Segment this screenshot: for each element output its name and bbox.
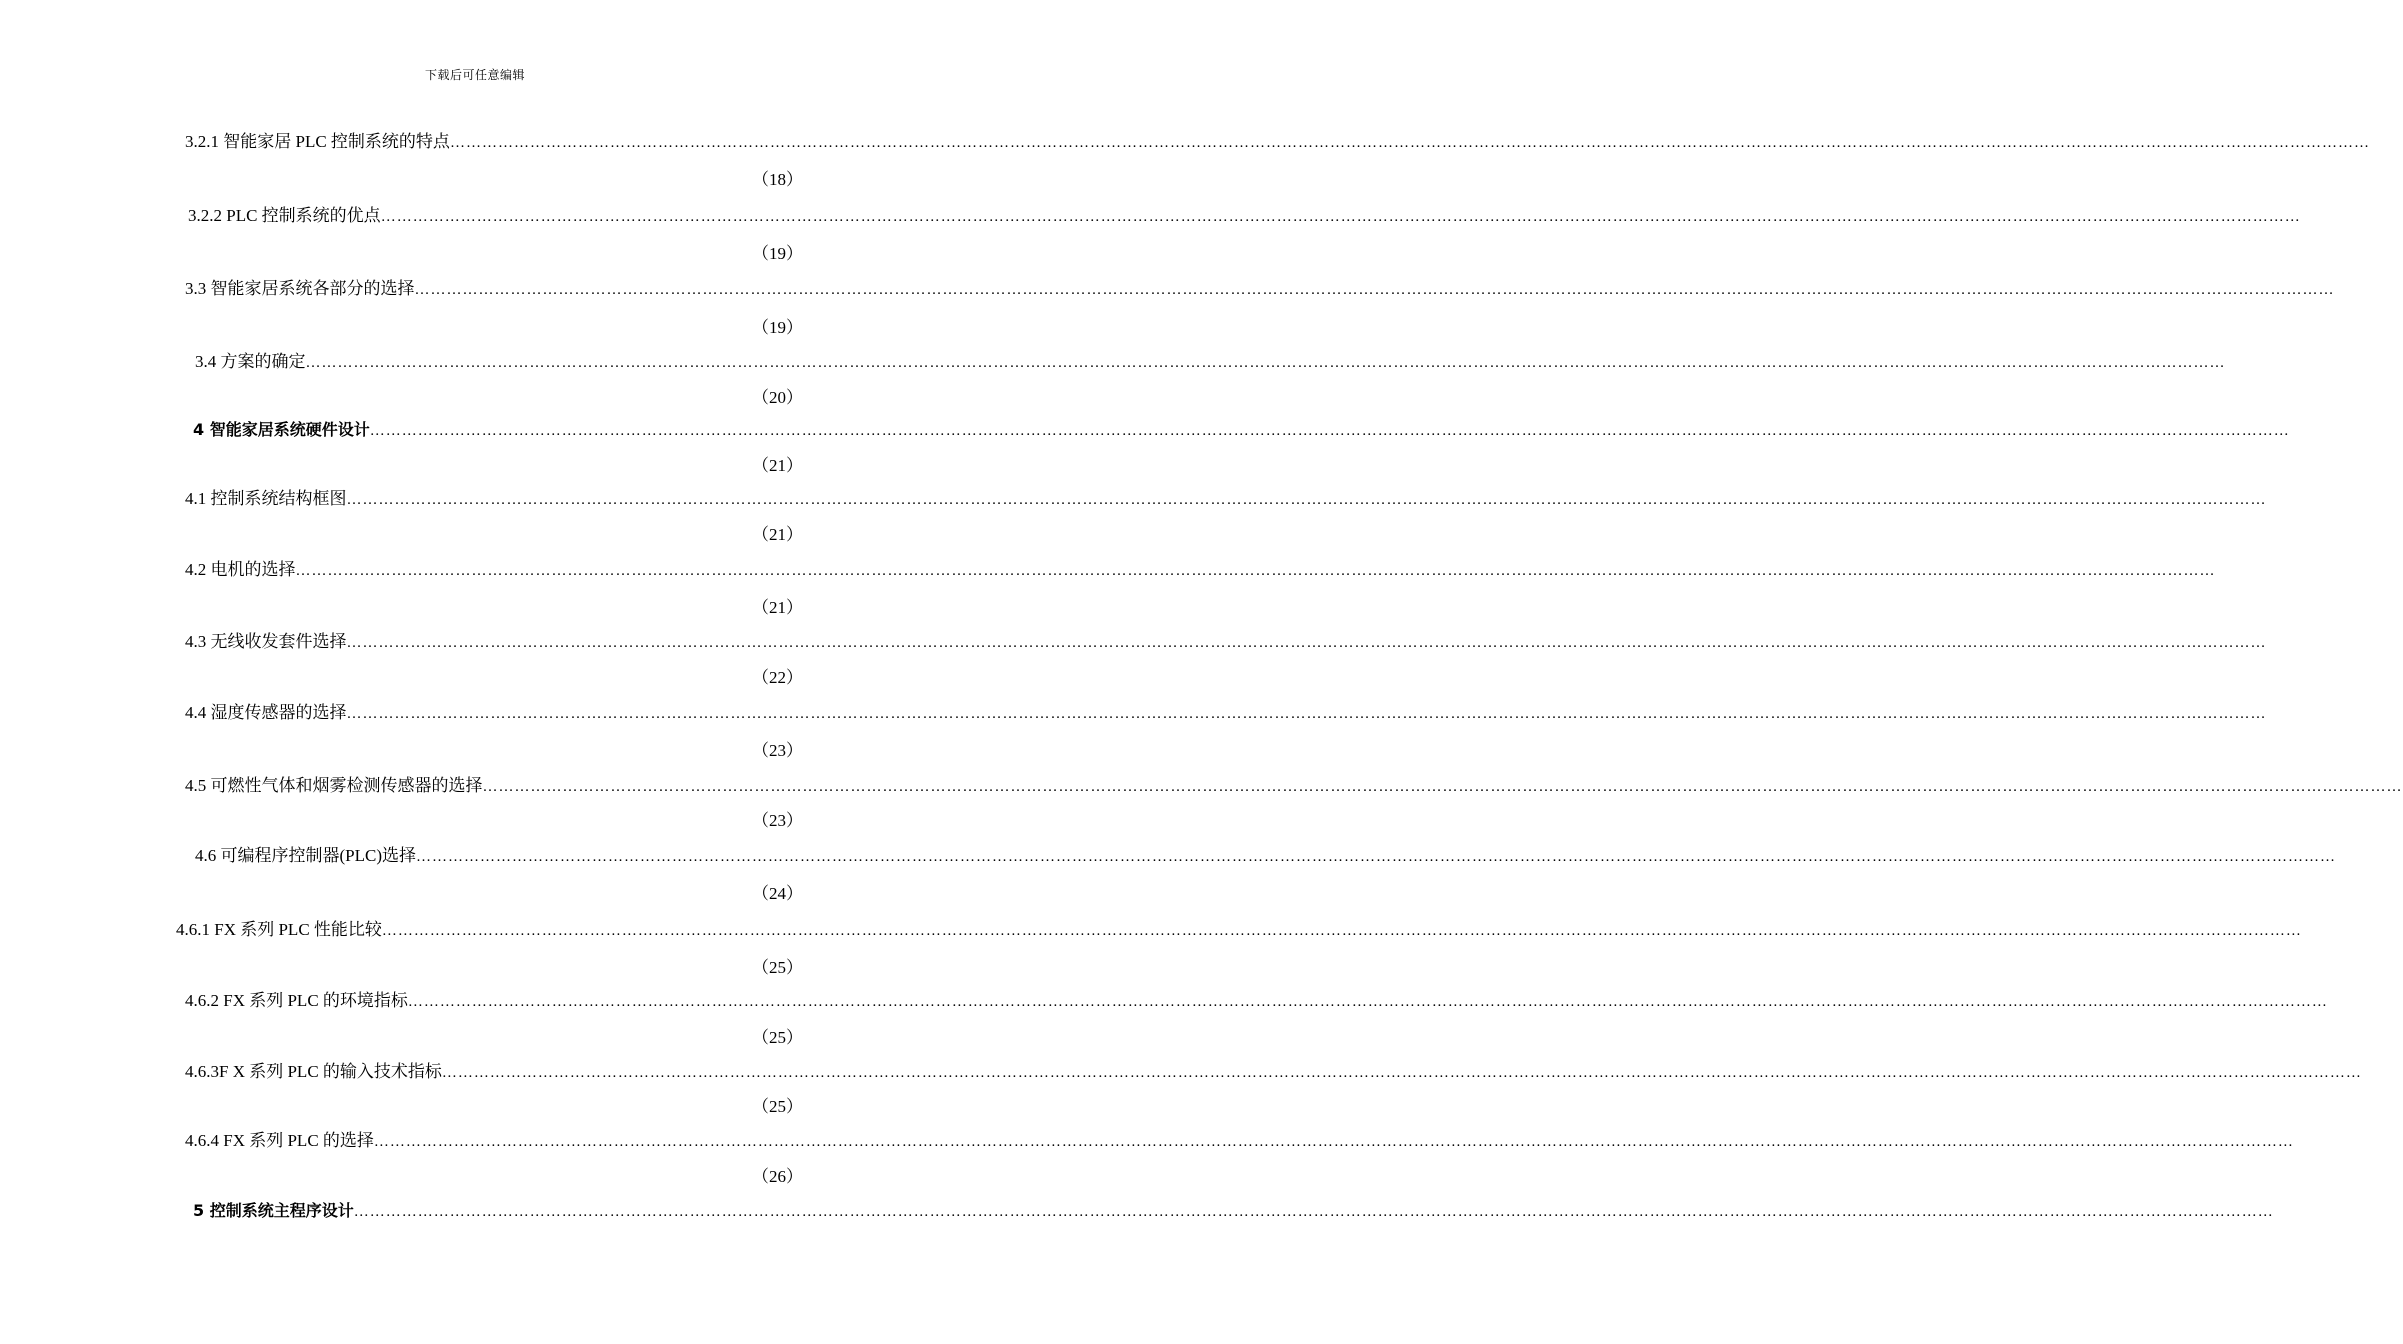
toc-entry <box>0 698 2267 722</box>
toc-entry <box>0 347 2226 371</box>
toc-entry-title: 4.6.3F X 系列 PLC 的输入技术指标 <box>185 1062 442 1081</box>
toc-page-number: （21） <box>752 598 803 617</box>
toc-page-number: （24） <box>752 884 803 903</box>
toc-entry-title: 4.6.2 FX 系列 PLC 的环境指标 <box>185 991 408 1010</box>
toc-leader-dots: ……………………………………………………………………………………………………………………………………………………………………………………………………………………………………………………………………………………………………………………………… <box>449 135 2370 151</box>
toc-page-number: （25） <box>752 1097 803 1116</box>
toc-leader-dots: ……………………………………………………………………………………………………………………………………………………………………………………………………………………………………………………………………………………………………………………………… <box>416 849 2336 865</box>
toc-entry <box>0 841 2336 865</box>
toc-entry-title: 5 控制系统主程序设计 <box>193 1201 354 1220</box>
toc-page-number: （20） <box>752 388 803 407</box>
toc-entry-title: 3.4 方案的确定 <box>195 352 306 371</box>
toc-entry <box>0 627 2267 651</box>
toc-page-number: （26） <box>752 1167 803 1186</box>
toc-entry <box>0 771 2403 795</box>
toc-entry <box>0 555 2216 579</box>
toc-entry <box>0 201 2301 225</box>
toc-page-number: （19） <box>752 244 803 263</box>
toc-leader-dots: ……………………………………………………………………………………………………………………………………………………………………………………………………………………………………………………………………………………………………………………………… <box>381 923 2302 939</box>
toc-entry <box>0 484 2267 508</box>
toc-entry-title: 3.2.2 PLC 控制系统的优点 <box>188 206 381 225</box>
toc-page-number: （25） <box>752 958 803 977</box>
toc-entry-title: 4.6 可编程序控制器(PLC)选择 <box>195 846 416 865</box>
toc-chapter-entry <box>0 1198 2274 1222</box>
toc-leader-dots: ……………………………………………………………………………………………………………………………………………………………………………………………………………………………………………………………………………………………………………………………… <box>441 1065 2362 1081</box>
toc-leader-dots: ……………………………………………………………………………………………………………………………………………………………………………………………………………………………………………………………………………………………………………………………… <box>346 492 2267 508</box>
toc-leader-dots: ……………………………………………………………………………………………………………………………………………………………………………………………………………………………………………………………………………………………………………………………… <box>353 1204 2274 1220</box>
toc-leader-dots: ……………………………………………………………………………………………………………………………………………………………………………………………………………………………………………………………………………………………………………………………… <box>482 779 2403 795</box>
toc-entry-title: 4.3 无线收发套件选择 <box>185 632 347 651</box>
toc-page-number: （23） <box>752 811 803 830</box>
toc-page-number: （21） <box>752 525 803 544</box>
toc-leader-dots: ……………………………………………………………………………………………………………………………………………………………………………………………………………………………………………………………………………………………………………………………… <box>414 282 2335 298</box>
toc-entry <box>0 1126 2294 1150</box>
toc-entry-title: 3.3 智能家居系统各部分的选择 <box>185 279 415 298</box>
toc-page-number: （23） <box>752 741 803 760</box>
toc-entry-title: 3.2.1 智能家居 PLC 控制系统的特点 <box>185 132 450 151</box>
toc-leader-dots: ……………………………………………………………………………………………………………………………………………………………………………………………………………………………………………………………………………………………………………………………… <box>346 706 2267 722</box>
toc-chapter-entry <box>0 417 2290 441</box>
toc-page-number: （25） <box>752 1028 803 1047</box>
toc-leader-dots: ……………………………………………………………………………………………………………………………………………………………………………………………………………………………………………………………………………………………………………………………… <box>369 423 2290 439</box>
toc-leader-dots: ……………………………………………………………………………………………………………………………………………………………………………………………………………………………………………………………………………………………………………………………… <box>380 209 2301 225</box>
page-header: 下载后可任意编辑 <box>424 68 525 82</box>
toc-entry-title: 4.4 湿度传感器的选择 <box>185 703 347 722</box>
toc-leader-dots: ……………………………………………………………………………………………………………………………………………………………………………………………………………………………………………………………………………………………………………………………… <box>305 355 2226 371</box>
toc-leader-dots: ……………………………………………………………………………………………………………………………………………………………………………………………………………………………………………………………………………………………………………………………… <box>295 563 2216 579</box>
toc-entry <box>0 274 2335 298</box>
toc-leader-dots: ……………………………………………………………………………………………………………………………………………………………………………………………………………………………………………………………………………………………………………………………… <box>407 994 2328 1010</box>
toc-entry-title: 4.1 控制系统结构框图 <box>185 489 347 508</box>
toc-entry <box>0 1057 2362 1081</box>
toc-page-number: （18） <box>752 170 803 189</box>
toc-entry <box>0 986 2328 1010</box>
toc-page-number: （22） <box>752 668 803 687</box>
toc-entry-title: 4 智能家居系统硬件设计 <box>193 420 370 439</box>
toc-entry-title: 4.2 电机的选择 <box>185 560 296 579</box>
toc-page-number: （21） <box>752 456 803 475</box>
toc-entry <box>0 127 2370 151</box>
toc-entry-title: 4.6.1 FX 系列 PLC 性能比较 <box>176 920 382 939</box>
toc-entry <box>0 915 2302 939</box>
toc-leader-dots: ……………………………………………………………………………………………………………………………………………………………………………………………………………………………………………………………………………………………………………………………… <box>346 635 2267 651</box>
toc-entry-title: 4.6.4 FX 系列 PLC 的选择 <box>185 1131 374 1150</box>
toc-page-number: （19） <box>752 318 803 337</box>
toc-leader-dots: ……………………………………………………………………………………………………………………………………………………………………………………………………………………………………………………………………………………………………………………………… <box>373 1134 2294 1150</box>
toc-entry-title: 4.5 可燃性气体和烟雾检测传感器的选择 <box>185 776 483 795</box>
